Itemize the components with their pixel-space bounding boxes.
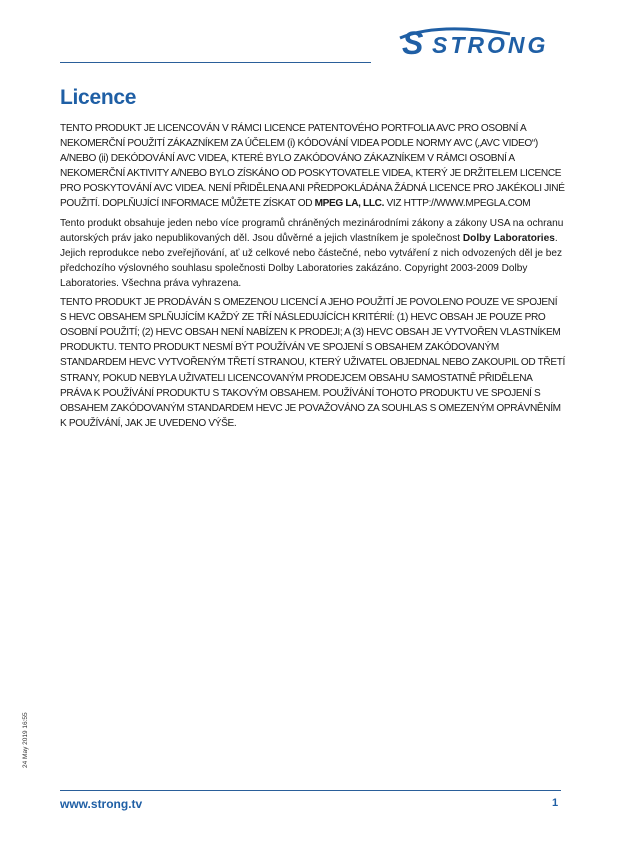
- svg-text:S: S: [402, 25, 424, 61]
- mpeg-la-name: MPEG LA, LLC.: [314, 198, 385, 210]
- page-title: Licence: [60, 86, 137, 109]
- print-date: 24 May 2019 16:55: [22, 712, 29, 768]
- page-number: 1: [552, 797, 559, 809]
- dolby-name: Dolby Laboratories: [462, 232, 555, 244]
- brand-text: STRONG: [432, 32, 549, 58]
- footer-url[interactable]: www.strong.tv: [60, 797, 143, 811]
- footer-divider: [60, 790, 561, 791]
- avc-licence-paragraph: TENTO PRODUKT JE LICENCOVÁN V RÁMCI LICENCE PATENTOVÉHO PORTFOLIA AVC PRO OSOBNÍ A NEKOMERČNÍ POUŽITÍ ZÁKAZNÍKEM ZA ÚČELEM (i) KÓDOVÁNÍ VIDEA PODLE NORMY AVC („AVC VIDEO“) A/NEBO (ii) DEKÓDOVÁNÍ AVC VIDEA, KTERÉ BYLO ZAKÓDOVÁNO ZÁKAZNÍKEM V RÁMCI OSOBNÍ A NEKOMERČNÍ AKTIVITY A/NEBO BYLO ZÍSKÁNO OD POSKYTOVATELE VIDEA, KTERÝ JE DRŽITELEM LICENCE PRO POSKYTOVÁNÍ AVC VIDEA. NENÍ PŘIDĚLENA ANI PŘEDPOKLÁDÁNA ŽÁDNÁ LICENCE PRO JAKÉKOLI JINÉ POUŽITÍ. DOPLŇUJÍCÍ INFORMACE MŮŽETE ZÍSKAT OD MPEG LA, LLC. VIZ HTTP://WWW.MPEGLA.COM: [60, 123, 565, 210]
- licence-body: [60, 121, 565, 435]
- header-divider: [60, 62, 371, 63]
- hevc-licence-paragraph: TENTO PRODUKT JE PRODÁVÁN S OMEZENOU LICENCÍ A JEHO POUŽITÍ JE POVOLENO POUZE VE SPOJENÍ S HEVC OBSAHEM SPLŇUJÍCÍM KAŽDÝ ZE TŘÍ NÁSLEDUJÍCÍCH KRITÉRIÍ: (1) HEVC OBSAH JE POUZE PRO OSOBNÍ POUŽITÍ; (2) HEVC OBSAH NENÍ NABÍZEN K PRODEJI; A (3) HEVC OBSAH JE VYTVOŘEN VLASTNÍKEM PRODUKTU. TENTO PRODUKT NESMÍ BÝT POUŽÍVÁN VE SPOJENÍ S OBSAHEM ZAKÓDOVANÝM STANDARDEM HEVC VYTVOŘENÝM TŘETÍ STRANOU, KTERÝ UŽIVATEL OBJEDNAL NEBO ZAKOUPIL OD TŘETÍ STRANY, POKUD NEBYLA UŽIVATELI LICENCOVANÝM PRODEJCEM OBSAHU SAMOSTATNĚ PŘIDĚLENA PRÁVA K POUŽÍVÁNÍ PRODUKTU S TAKOVÝM OBSAHEM. POUŽÍVÁNÍ TOHOTO PRODUKTU VE SPOJENÍ S OBSAHEM ZAKÓDOVANÝM STANDARDEM HEVC JE POVAŽOVÁNO ZA SOUHLAS S OMEZENÝM OPRÁVNĚNÍM K POUŽÍVÁNÍ, JAK JE UVEDENO VÝŠE.: [60, 297, 565, 429]
- strong-logo: [398, 24, 564, 64]
- dolby-paragraph: Tento produkt obsahuje jeden nebo více programů chráněných mezinárodními zákony a zákony USA na ochranu autorských práv jako nepublikovaných děl. Jsou důvěrné a jejich vlastníkem je společnost Dolby Laboratories. Jejich reprodukce nebo zveřejňování, ať už celkové nebo částečné, nebo vytváření z nich odvozených děl je bez předchozího výslovného souhlasu společnosti Dolby Laboratories zakázáno. Copyright 2003-2009 Dolby Laboratories. Všechna práva vyhrazena.: [60, 217, 564, 289]
